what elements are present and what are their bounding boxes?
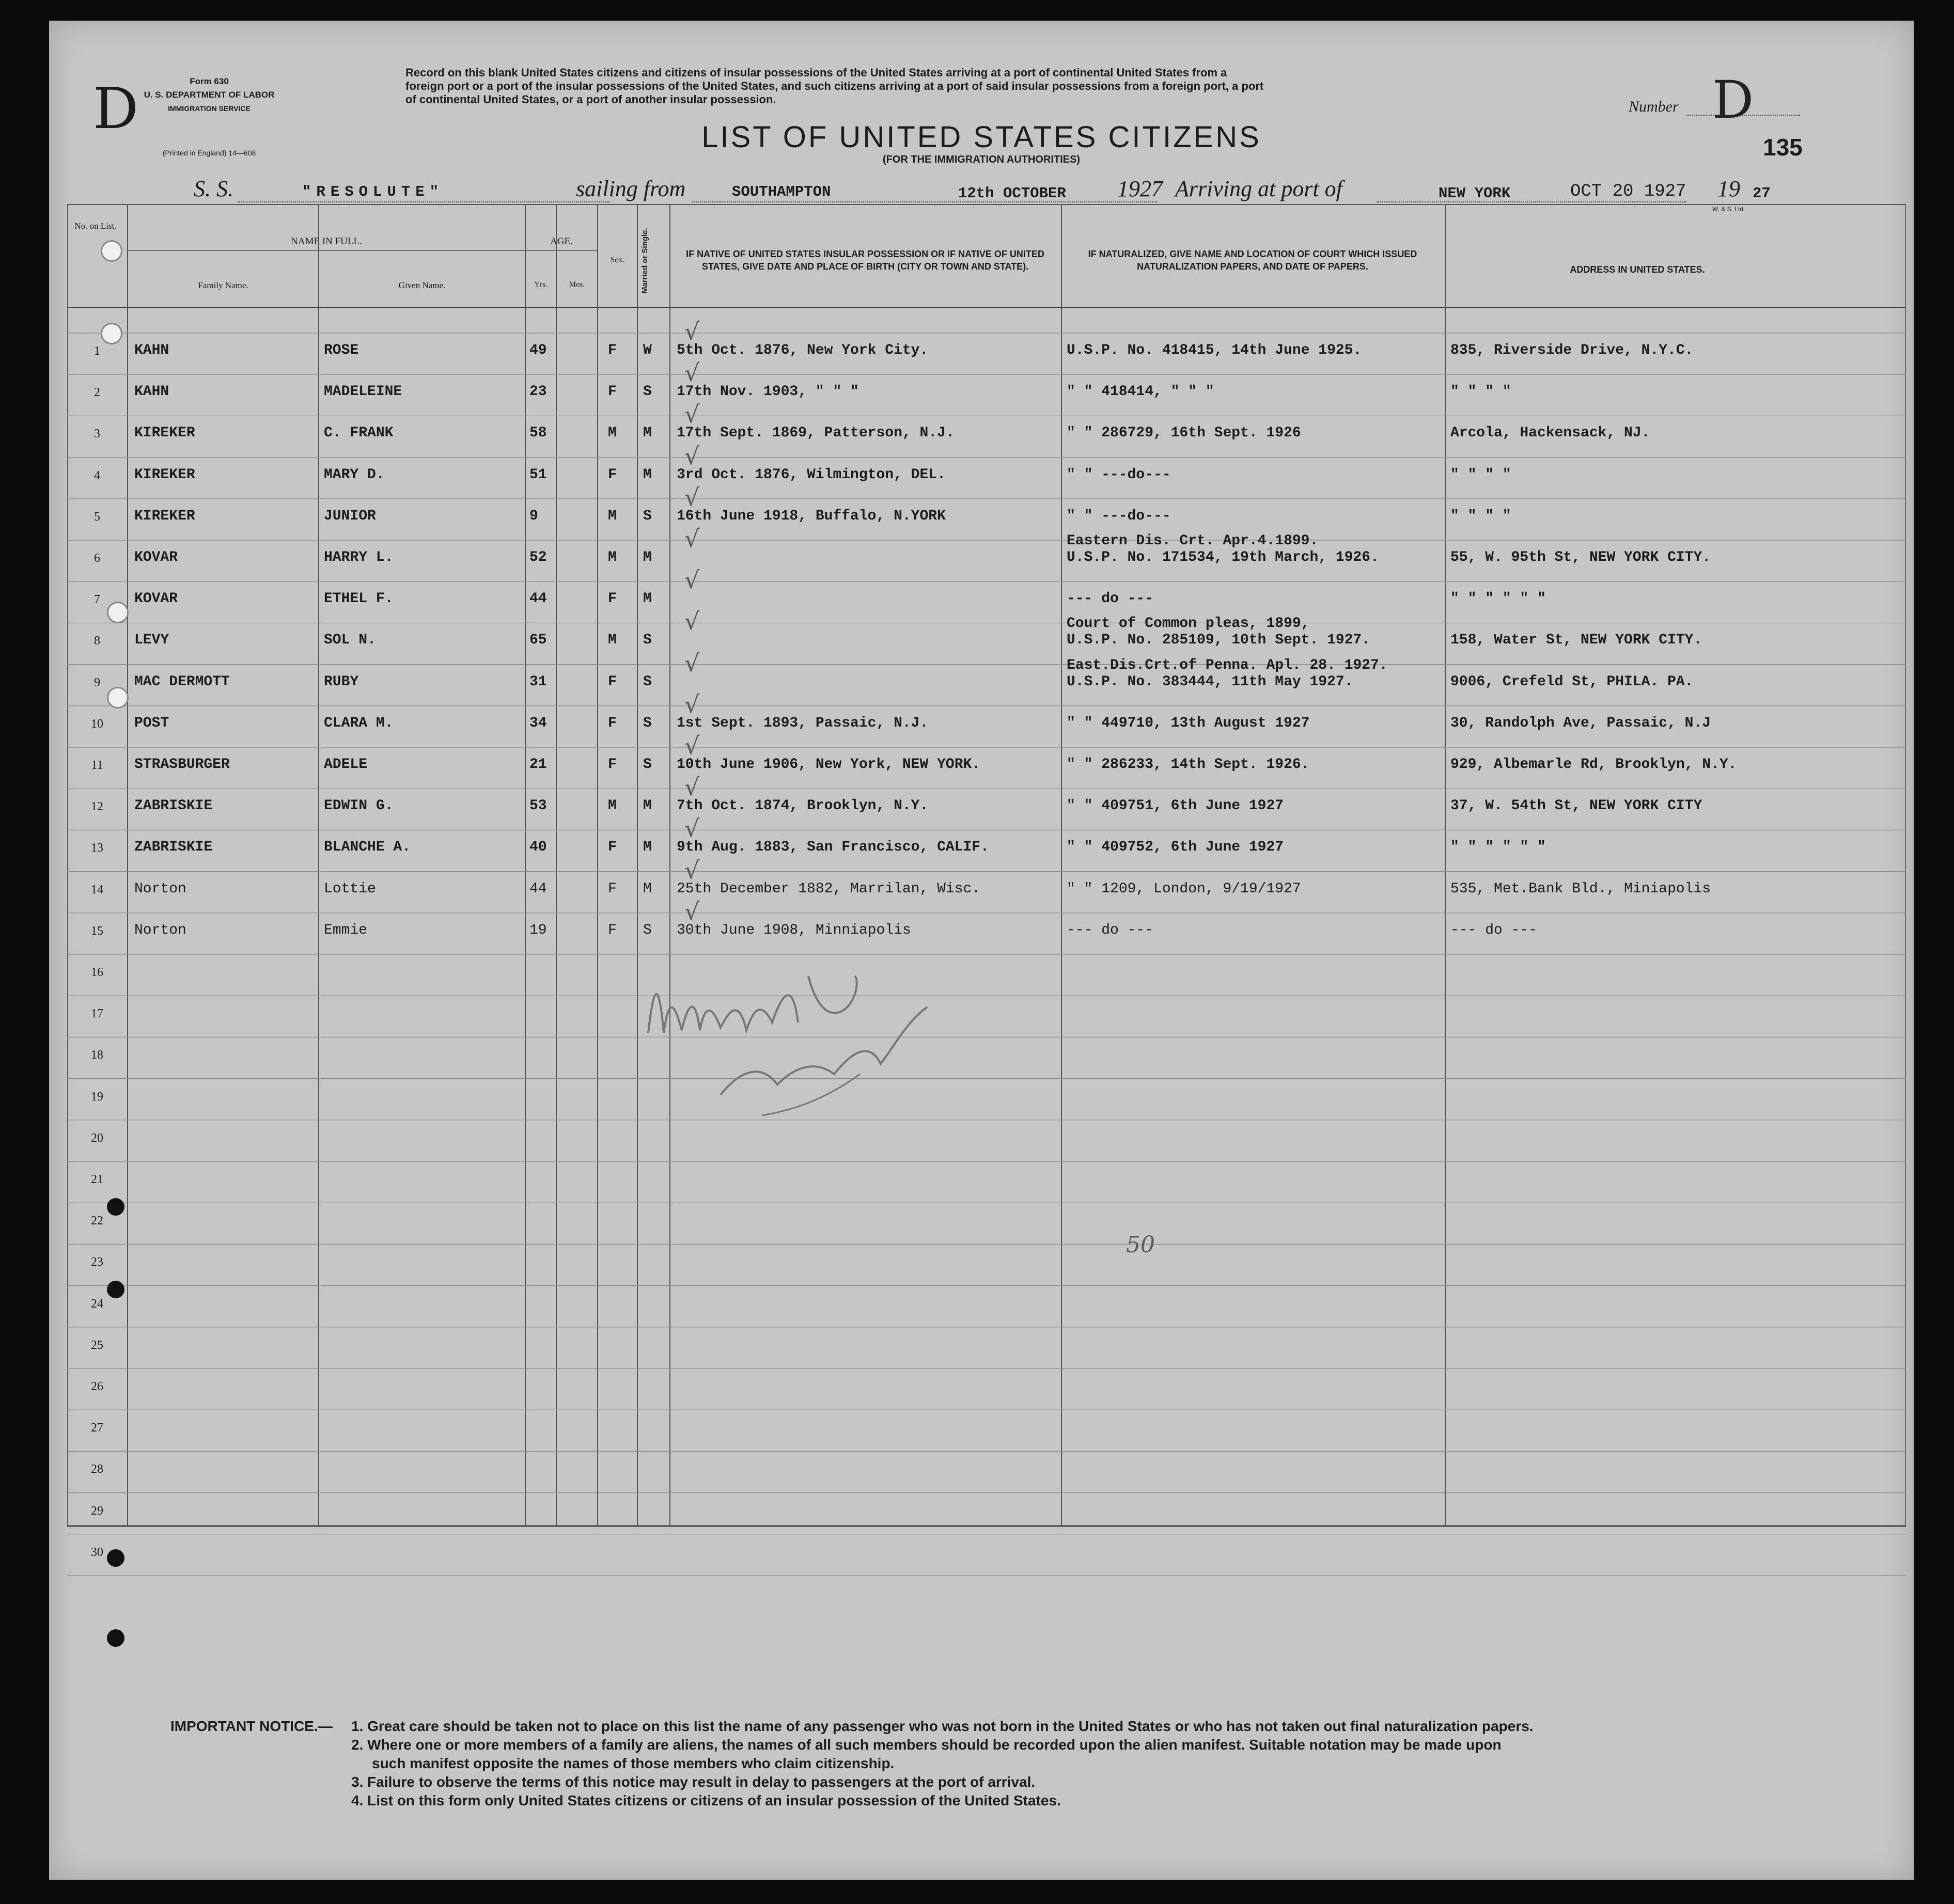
cell-family: POST <box>134 715 169 731</box>
check-mark-icon: √ <box>684 649 700 677</box>
notice-item: such manifest opposite the names of those members who claim citizenship. <box>372 1755 895 1771</box>
header-birth: IF NATIVE OF UNITED STATES INSULAR POSSESSION OR IF NATIVE OF UNITED STATES, GIVE DATE AND PLACE OF BIRTH (CITY OR TOWN AND STATE). <box>686 249 1044 272</box>
cell-age: 31 <box>529 673 547 690</box>
page-subtitle: (FOR THE IMMIGRATION AUTHORITIES) <box>882 154 1081 165</box>
cell-given: C. FRANK <box>324 425 394 442</box>
cell-ms: S <box>643 922 652 938</box>
cell-given: Lottie <box>324 880 376 897</box>
row-number: 4 <box>94 468 100 482</box>
year-prefix: 19 <box>1717 176 1740 201</box>
cell-ms: M <box>643 466 652 483</box>
cell-nat2: " " 418414, " " " <box>1067 384 1214 400</box>
header-naturalization: IF NATURALIZED, GIVE NAME AND LOCATION OF COURT WHICH ISSUED NATURALIZATION PAPERS, AND DATE OF PAPERS. <box>1088 249 1417 272</box>
cell-family: Norton <box>134 922 186 938</box>
sailing-label: sailing from <box>576 176 686 201</box>
punch-hole <box>107 1281 124 1298</box>
row-number: 23 <box>91 1255 103 1269</box>
cell-family: KIREKER <box>134 508 195 524</box>
check-mark-icon: √ <box>684 400 700 429</box>
cell-ms: S <box>643 632 652 649</box>
cell-age: 51 <box>529 466 547 483</box>
cell-ms: W <box>643 342 652 358</box>
row-number: 19 <box>91 1090 103 1104</box>
cell-given: MARY D. <box>324 466 385 483</box>
corner-letter: D <box>93 75 139 141</box>
cell-birth: 9th Aug. 1883, San Francisco, CALIF. <box>677 839 989 856</box>
ss-label: S. S. <box>194 176 233 201</box>
cell-addr: --- do --- <box>1450 922 1538 938</box>
cell-addr: Arcola, Hackensack, NJ. <box>1450 425 1650 442</box>
cell-sex: M <box>608 798 617 814</box>
cell-age: 58 <box>529 425 547 442</box>
arrival-port: NEW YORK <box>1439 185 1511 202</box>
cell-family: KOVAR <box>134 549 178 565</box>
header-family-name: Family Name. <box>198 280 248 290</box>
cell-given: HARRY L. <box>324 549 394 565</box>
check-mark-icon: √ <box>684 525 700 553</box>
row-number: 16 <box>91 966 103 979</box>
cell-age: 23 <box>529 384 547 400</box>
cell-nat2: --- do --- <box>1067 922 1154 938</box>
row-number: 10 <box>91 717 103 731</box>
cell-given: JUNIOR <box>324 508 376 524</box>
cell-age: 53 <box>529 798 547 814</box>
arrival-line <box>1377 201 1686 202</box>
row-number: 24 <box>91 1297 103 1311</box>
year-suffix: 27 <box>1753 185 1771 202</box>
printer-mark: W. & S. Ltd. <box>1712 206 1745 213</box>
cell-ms: M <box>643 839 652 856</box>
cell-family: ZABRISKIE <box>134 798 213 814</box>
cell-family: KIREKER <box>134 425 195 442</box>
page-number: 135 <box>1763 134 1803 161</box>
instruction-line: foreign port or a port of the insular possessions of the United States, and such citizens arriving at a port of said insular possessions from a foreign port, a port <box>405 80 1264 92</box>
cell-given: ROSE <box>324 342 359 358</box>
cell-ms: S <box>643 508 652 524</box>
manifest-sheet <box>49 21 1914 1880</box>
important-notice <box>351 1717 1534 1810</box>
ship-line <box>238 201 609 202</box>
header-age: AGE. <box>550 236 573 247</box>
cell-sex: F <box>608 384 617 400</box>
cell-birth: 30th June 1908, Minniapolis <box>677 922 911 938</box>
check-mark-icon: √ <box>684 359 700 387</box>
cell-nat1: Court of Common pleas, 1899, <box>1067 616 1310 632</box>
row-number: 7 <box>94 593 100 607</box>
number-value: D <box>1712 70 1754 130</box>
row-number: 29 <box>91 1504 103 1518</box>
header-no: No. on List. <box>74 221 117 231</box>
cell-age: 9 <box>529 508 538 524</box>
form-service: IMMIGRATION SERVICE <box>168 104 251 113</box>
notice-item: 4. List on this form only United States citizens or citizens of an insular possession of the United States. <box>351 1792 1061 1808</box>
row-number: 25 <box>91 1338 103 1352</box>
cell-nat2: " " 409751, 6th June 1927 <box>1067 798 1284 814</box>
cell-sex: F <box>608 673 617 690</box>
cell-nat2: U.S.P. No. 418415, 14th June 1925. <box>1067 342 1362 358</box>
sailing-year: 1927 <box>1117 176 1163 201</box>
cell-nat2: " " 286233, 14th Sept. 1926. <box>1067 757 1310 773</box>
cell-addr: 30, Randolph Ave, Passaic, N.J <box>1450 715 1711 731</box>
row-number: 22 <box>91 1214 103 1228</box>
row-number: 5 <box>94 510 100 524</box>
row-number: 15 <box>91 924 103 938</box>
row-number: 14 <box>91 883 103 896</box>
notice-item: 1. Great care should be taken not to place on this list the name of any passenger who was not born in the United States or who has not taken out final naturalization papers. <box>351 1718 1534 1734</box>
check-mark-icon: √ <box>684 732 700 760</box>
cell-given: ETHEL F. <box>324 591 394 607</box>
cell-nat2: " " 449710, 13th August 1927 <box>1067 715 1310 731</box>
punch-hole <box>101 240 122 262</box>
cell-age: 21 <box>529 757 547 773</box>
handwritten-number: 50 <box>1126 1232 1155 1258</box>
cell-nat1: East.Dis.Crt.of Penna. Apl. 28. 1927. <box>1067 657 1388 673</box>
cell-ms: S <box>643 673 652 690</box>
cell-ms: M <box>643 549 652 565</box>
arrival-stamp: OCT 20 1927 <box>1570 182 1686 201</box>
cell-nat2: U.S.P. No. 285109, 10th Sept. 1927. <box>1067 632 1371 649</box>
row-number: 27 <box>91 1421 103 1435</box>
cell-family: Norton <box>134 880 186 897</box>
cell-addr: " " " " <box>1450 508 1511 524</box>
header-sex: Sex. <box>610 256 625 264</box>
row-number: 1 <box>94 344 100 358</box>
cell-given: SOL N. <box>324 632 376 649</box>
row-number: 13 <box>91 841 103 855</box>
row-number: 30 <box>91 1545 103 1559</box>
cell-ms: M <box>643 425 652 442</box>
check-mark-icon: √ <box>684 318 700 345</box>
header-years: Yrs. <box>534 280 548 289</box>
cell-family: MAC DERMOTT <box>134 673 230 690</box>
handwritten-signature <box>638 945 958 1141</box>
cell-age: 40 <box>529 839 547 856</box>
cell-ms: S <box>643 384 652 400</box>
important-notice-heading: IMPORTANT NOTICE.— <box>170 1718 333 1734</box>
row-number: 28 <box>91 1462 103 1476</box>
cell-addr: 9006, Crefeld St, PHILA. PA. <box>1450 673 1694 690</box>
cell-sex: F <box>608 715 617 731</box>
cell-addr: 835, Riverside Drive, N.Y.C. <box>1450 342 1694 358</box>
row-number: 18 <box>91 1048 103 1062</box>
cell-family: KOVAR <box>134 591 178 607</box>
cell-birth: 17th Nov. 1903, " " " <box>677 384 859 400</box>
cell-given: Emmie <box>324 922 368 938</box>
cell-age: 34 <box>529 715 547 731</box>
cell-sex: F <box>608 880 617 897</box>
check-mark-icon: √ <box>684 483 700 511</box>
cell-addr: " " " " " " <box>1450 591 1546 607</box>
cell-birth: 5th Oct. 1876, New York City. <box>677 342 929 358</box>
punch-hole <box>107 687 129 709</box>
cell-nat2: " " 1209, London, 9/19/1927 <box>1067 880 1301 897</box>
punch-hole <box>107 1549 124 1567</box>
punch-hole <box>107 602 129 623</box>
cell-addr: 158, Water St, NEW YORK CITY. <box>1450 632 1702 649</box>
passenger-table <box>67 204 1906 1629</box>
number-label: Number <box>1629 98 1679 115</box>
header-months: Mos. <box>569 280 585 289</box>
cell-birth: 16th June 1918, Buffalo, N.YORK <box>677 508 946 524</box>
cell-given: RUBY <box>324 673 359 690</box>
check-mark-icon: √ <box>684 690 700 718</box>
form-instructions <box>405 66 1562 106</box>
row-number: 11 <box>91 759 103 772</box>
table-grid <box>67 204 1906 1629</box>
cell-ms: S <box>643 757 652 773</box>
cell-age: 49 <box>529 342 547 358</box>
form-department: U. S. DEPARTMENT OF LABOR <box>144 90 275 100</box>
header-given-name: Given Name. <box>398 280 446 290</box>
arriving-label: Arriving at port of <box>1175 176 1342 201</box>
row-number: 26 <box>91 1380 103 1393</box>
row-number: 20 <box>91 1131 103 1145</box>
cell-age: 52 <box>529 549 547 565</box>
check-mark-icon: √ <box>684 566 700 594</box>
cell-given: BLANCHE A. <box>324 839 411 856</box>
row-number: 8 <box>94 634 100 648</box>
page-title: LIST OF UNITED STATES CITIZENS <box>701 120 1261 154</box>
notice-item: 2. Where one or more members of a family are aliens, the names of all such members should be recorded upon the alien manifest. Suitable notation may be made upon <box>351 1737 1502 1753</box>
cell-sex: M <box>608 549 617 565</box>
cell-addr: " " " " " " <box>1450 839 1546 856</box>
cell-nat2: " " ---do--- <box>1067 466 1171 483</box>
instruction-line: Record on this blank United States citizens and citizens of insular possessions of the United States arriving at a port of continental United States from a <box>405 66 1227 79</box>
cell-birth: 1st Sept. 1893, Passaic, N.J. <box>677 715 929 731</box>
cell-birth: 25th December 1882, Marrilan, Wisc. <box>677 880 981 897</box>
cell-given: EDWIN G. <box>324 798 394 814</box>
header-name-in-full: NAME IN FULL. <box>291 236 362 247</box>
form-printed: (Printed in England) 14—608 <box>162 149 256 157</box>
cell-ms: S <box>643 715 652 731</box>
cell-sex: F <box>608 757 617 773</box>
header-married-single: Married or Single. <box>640 228 649 294</box>
cell-ms: M <box>643 591 652 607</box>
instruction-line: of continental United States, or a port of another insular possession. <box>405 93 776 106</box>
cell-nat1: Eastern Dis. Crt. Apr.4.1899. <box>1067 533 1319 549</box>
header-address: ADDRESS IN UNITED STATES. <box>1570 264 1705 275</box>
punch-hole <box>107 1198 124 1216</box>
row-number: 12 <box>91 800 103 814</box>
cell-given: MADELEINE <box>324 384 402 400</box>
check-mark-icon: √ <box>684 607 700 636</box>
cell-addr: 37, W. 54th St, NEW YORK CITY <box>1450 798 1702 814</box>
from-line <box>692 201 1157 202</box>
cell-given: CLARA M. <box>324 715 394 731</box>
cell-family: KIREKER <box>134 466 195 483</box>
cell-family: ZABRISKIE <box>134 839 213 856</box>
cell-nat2: U.S.P. No. 171534, 19th March, 1926. <box>1067 549 1379 565</box>
notice-item: 3. Failure to observe the terms of this notice may result in delay to passengers at the port of arrival. <box>351 1774 1036 1790</box>
check-mark-icon: √ <box>684 897 700 925</box>
cell-age: 65 <box>529 632 547 649</box>
cell-sex: F <box>608 839 617 856</box>
cell-addr: " " " " <box>1450 384 1511 400</box>
cell-family: KAHN <box>134 342 169 358</box>
row-number: 17 <box>91 1007 103 1021</box>
cell-family: LEVY <box>134 632 169 649</box>
cell-ms: M <box>643 798 652 814</box>
cell-sex: M <box>608 425 617 442</box>
row-number: 2 <box>94 386 100 400</box>
cell-nat2: " " 286729, 16th Sept. 1926 <box>1067 425 1301 442</box>
cell-family: STRASBURGER <box>134 757 230 773</box>
row-number: 21 <box>91 1173 103 1186</box>
from-port: SOUTHAMPTON <box>732 183 831 200</box>
check-mark-icon: √ <box>684 814 700 843</box>
cell-sex: F <box>608 466 617 483</box>
ship-name: "RESOLUTE" <box>302 183 444 200</box>
cell-age: 44 <box>529 591 547 607</box>
cell-birth: 3rd Oct. 1876, Wilmington, DEL. <box>677 466 946 483</box>
cell-age: 44 <box>529 880 547 897</box>
cell-family: KAHN <box>134 384 169 400</box>
cell-ms: M <box>643 880 652 897</box>
cell-birth: 17th Sept. 1869, Patterson, N.J. <box>677 425 955 442</box>
row-number: 6 <box>94 552 100 565</box>
cell-addr: " " " " <box>1450 466 1511 483</box>
row-number: 9 <box>94 675 100 689</box>
cell-sex: F <box>608 591 617 607</box>
punch-hole <box>101 323 122 344</box>
cell-given: ADELE <box>324 757 368 773</box>
check-mark-icon: √ <box>684 773 700 801</box>
sailing-date: 12th OCTOBER <box>958 185 1066 202</box>
form-number: Form 630 <box>190 76 229 86</box>
cell-birth: 10th June 1906, New York, NEW YORK. <box>677 757 981 773</box>
cell-sex: F <box>608 922 617 938</box>
cell-sex: M <box>608 508 617 524</box>
check-mark-icon: √ <box>684 856 700 884</box>
row-number: 3 <box>94 427 100 441</box>
cell-sex: M <box>608 632 617 649</box>
cell-age: 19 <box>529 922 547 938</box>
cell-addr: 929, Albemarle Rd, Brooklyn, N.Y. <box>1450 757 1737 773</box>
punch-hole <box>107 1629 124 1647</box>
check-mark-icon: √ <box>684 442 700 470</box>
cell-addr: 535, Met.Bank Bld., Miniapolis <box>1450 880 1711 897</box>
cell-sex: F <box>608 342 617 358</box>
cell-birth: 7th Oct. 1874, Brooklyn, N.Y. <box>677 798 929 814</box>
cell-nat2: " " ---do--- <box>1067 508 1171 524</box>
cell-nat2: --- do --- <box>1067 591 1154 607</box>
cell-addr: 55, W. 95th St, NEW YORK CITY. <box>1450 549 1711 565</box>
cell-nat2: U.S.P. No. 383444, 11th May 1927. <box>1067 673 1353 690</box>
cell-nat2: " " 409752, 6th June 1927 <box>1067 839 1284 856</box>
